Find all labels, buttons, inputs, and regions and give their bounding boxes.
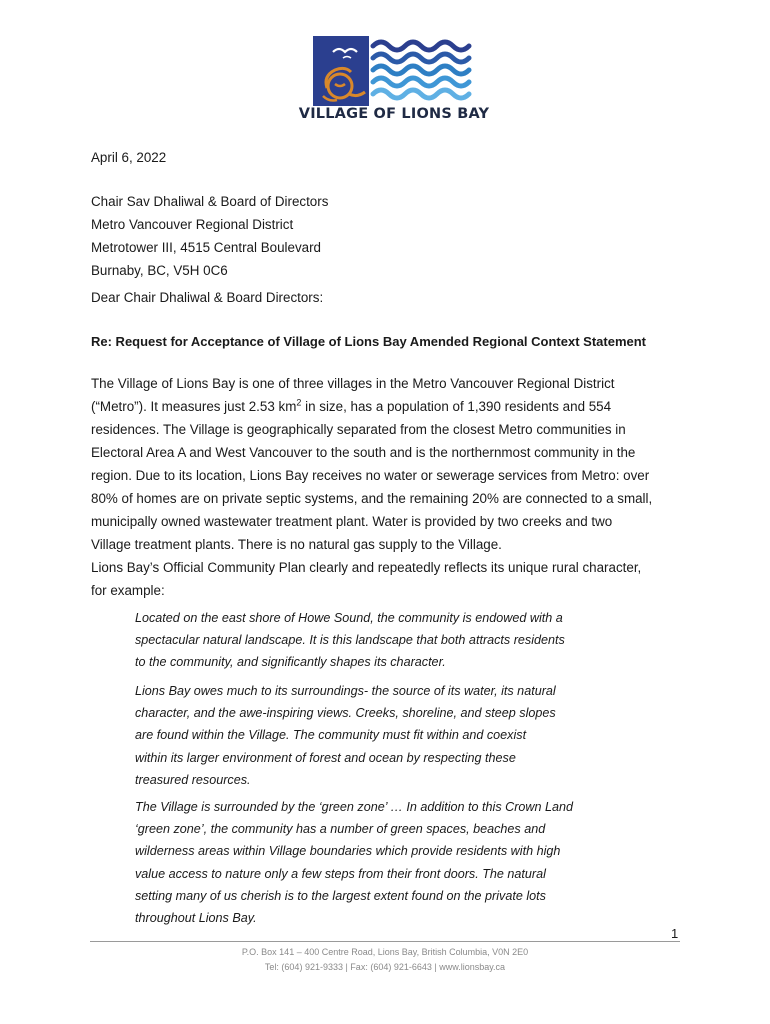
logo-emblem — [313, 36, 475, 106]
page-number: 1 — [671, 926, 679, 941]
logo-wordmark: VILLAGE OF LIONS BAY — [298, 106, 490, 122]
paragraph-line: 80% of homes are on private septic systems, and the remaining 20% are connected to a small, — [91, 491, 653, 506]
quote-line: ‘green zone’, the community has a number of green spaces, beaches and — [135, 822, 546, 837]
village-logo — [298, 36, 490, 122]
footer-contact: Tel: (604) 921-9333 | Fax: (604) 921-6643 | www.lionsbay.ca — [264, 962, 506, 972]
paragraph-line: for example: — [91, 583, 165, 598]
body-paragraph-1 — [91, 372, 681, 556]
page-footer — [90, 945, 680, 975]
quote-line: Lions Bay owes much to its surroundings- the source of its water, its natural — [135, 684, 556, 698]
footer-divider — [90, 941, 680, 942]
quote-line: treasured resources. — [135, 772, 251, 787]
waves-icon — [373, 42, 469, 98]
body-paragraph-2 — [91, 556, 681, 602]
ocp-quote-3 — [135, 796, 635, 929]
ocp-quote-1 — [135, 607, 635, 674]
footer-address: P.O. Box 141 – 400 Centre Road, Lions Bay, British Columbia, V0N 2E0 — [241, 947, 529, 957]
paragraph-line: Village treatment plants. There is no natural gas supply to the Village. — [91, 537, 502, 552]
recipient-line: Burnaby, BC, V5H 0C6 — [91, 263, 228, 278]
lion-and-waves-icon — [313, 36, 475, 106]
paragraph-line: Lions Bay’s Official Community Plan clearly and repeatedly reflects its unique rural character, — [91, 560, 642, 575]
subject-line: Re: Request for Acceptance of Village of Lions Bay Amended Regional Context Statement — [91, 334, 647, 349]
salutation: Dear Chair Dhaliwal & Board Directors: — [91, 290, 324, 305]
quote-line: The Village is surrounded by the ‘green zone’ … In addition to this Crown Land — [135, 800, 574, 814]
quote-line: are found within the Village. The community must fit within and coexist — [135, 728, 527, 743]
paragraph-line: region. Due to its location, Lions Bay receives no water or sewerage services from Metro: over — [91, 468, 650, 483]
recipient-line: Chair Sav Dhaliwal & Board of Directors — [91, 194, 329, 209]
quote-line: value access to nature only a few steps from their front doors. The natural — [135, 866, 546, 881]
quote-line: throughout Lions Bay. — [135, 911, 257, 926]
quote-line: spectacular natural landscape. It is this landscape that both attracts residents — [135, 633, 565, 648]
recipient-line: Metrotower III, 4515 Central Boulevard — [91, 240, 321, 255]
paragraph-line: The Village of Lions Bay is one of three villages in the Metro Vancouver Regional District — [91, 376, 615, 391]
quote-line: setting many of us cherish is to the largest extent found on the private lots — [135, 888, 546, 903]
quote-line: wilderness areas within Village boundaries which provide residents with high — [135, 844, 561, 859]
quote-line: within its larger environment of forest and ocean by respecting these — [135, 750, 516, 765]
paragraph-line: municipally owned wastewater treatment plant. Water is provided by two creeks and two — [91, 514, 613, 529]
paragraph-line: Electoral Area A and West Vancouver to the south and is the northernmost community in the — [91, 445, 636, 460]
quote-line: Located on the east shore of Howe Sound, the community is endowed with a — [135, 611, 563, 625]
ocp-quote-2 — [135, 680, 635, 791]
recipient-address — [91, 190, 681, 282]
recipient-line: Metro Vancouver Regional District — [91, 217, 294, 232]
letter-date: April 6, 2022 — [91, 150, 167, 165]
paragraph-line: (“Metro”). It measures just 2.53 $km^2$ in size, has a population of 1,390 residents and 554 — [91, 397, 612, 414]
quote-line: to the community, and significantly shapes its character. — [135, 655, 446, 670]
paragraph-line: residences. The Village is geographically separated from the closest Metro communities in — [91, 422, 626, 437]
superscript: 2 — [296, 397, 302, 408]
quote-line: character, and the awe-inspiring views. Creeks, shoreline, and steep slopes — [135, 706, 556, 721]
